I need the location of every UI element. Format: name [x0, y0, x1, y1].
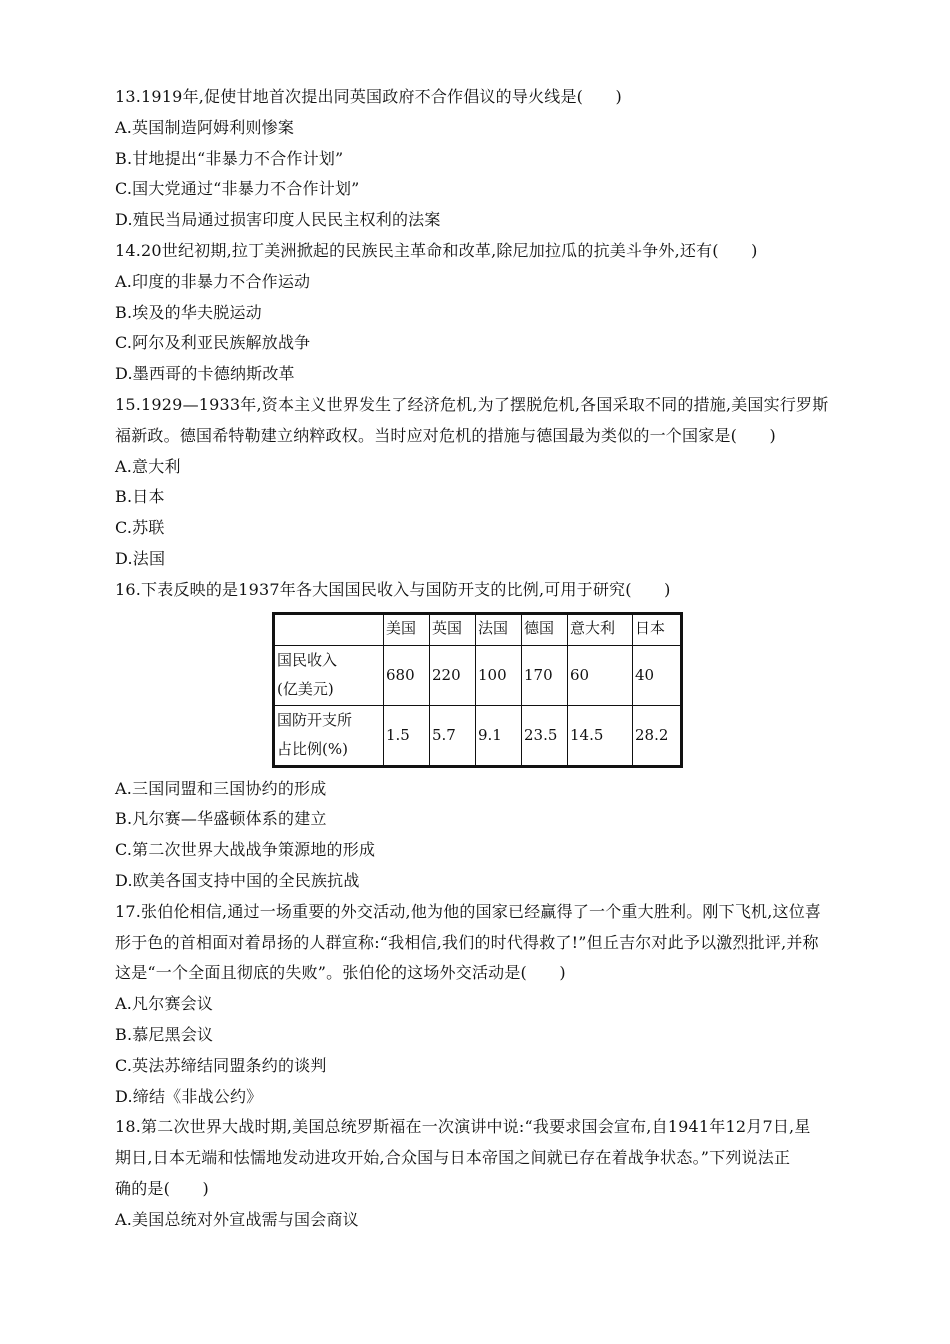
row-label-line: 国民收入	[277, 651, 338, 670]
question-stem: 13.1919年,促使甘地首次提出同英国政府不合作倡议的导火线是( )	[115, 87, 622, 106]
option-b: B.埃及的华夫脱运动	[115, 302, 262, 322]
table-header-cell: 英国	[430, 613, 476, 645]
table-cell: 40	[633, 645, 682, 705]
question-stem-line-2: 福新政。德国希特勒建立纳粹政权。当时应对危机的措施与德国最为类似的一个国家是( )	[115, 425, 776, 445]
option-b: B.凡尔赛—华盛顿体系的建立	[115, 809, 327, 829]
option-c: C.英法苏缔结同盟条约的谈判	[115, 1055, 327, 1075]
question-16	[115, 575, 837, 897]
option-d: D.殖民当局通过损害印度人民民主权利的法案	[115, 210, 441, 230]
question-stem: 16.下表反映的是1937年各大国国民收入与国防开支的比例,可用于研究( )	[115, 579, 671, 599]
question-15	[115, 390, 837, 575]
question-stem-line-1: 18.第二次世界大战时期,美国总统罗斯福在一次演讲中说:“我要求国会宣布,自1941年12月7日,星	[115, 1117, 811, 1137]
table-cell: 680	[384, 645, 430, 705]
question-stem: 14.20世纪初期,拉丁美洲掀起的民族民主革命和改革,除尼加拉瓜的抗美斗争外,还有( )	[115, 240, 758, 260]
option-a: A.英国制造阿姆利则惨案	[115, 117, 295, 137]
option-d: D.法国	[115, 548, 166, 568]
table-row	[274, 705, 682, 766]
option-a: A.意大利	[115, 456, 181, 476]
option-a: A.三国同盟和三国协约的形成	[115, 778, 327, 798]
table-cell: 100	[476, 645, 522, 705]
table-header-row	[274, 613, 682, 645]
table-row	[274, 645, 682, 705]
data-table-wrapper	[272, 612, 837, 768]
table-cell: 14.5	[568, 705, 633, 766]
row-label-line: 占比例(%)	[277, 740, 348, 759]
question-stem-line-2: 形于色的首相面对着昂扬的人群宣称:“我相信,我们的时代得救了!”但丘吉尔对此予以激烈批评,并称	[115, 932, 819, 952]
question-14	[115, 236, 837, 390]
question-stem-line-1: 17.张伯伦相信,通过一场重要的外交活动,他为他的国家已经赢得了一个重大胜利。刚下飞机,这位喜	[115, 901, 822, 921]
table-cell: 23.5	[522, 705, 568, 766]
question-stem-line-3: 确的是( )	[115, 1178, 209, 1198]
table-header-cell: 法国	[476, 613, 522, 645]
table-header-cell: 日本	[633, 613, 682, 645]
table-cell: 1.5	[384, 705, 430, 766]
row-label-line: 国防开支所	[277, 711, 353, 730]
option-c: C.苏联	[115, 518, 165, 538]
option-b: B.慕尼黑会议	[115, 1024, 214, 1044]
option-a: A.凡尔赛会议	[115, 994, 214, 1014]
exam-page	[115, 82, 837, 1236]
table-header-cell	[274, 613, 384, 645]
option-b: B.甘地提出“非暴力不合作计划”	[115, 148, 344, 168]
table-cell: 28.2	[633, 705, 682, 766]
row-label-line: (亿美元)	[277, 680, 334, 699]
row-label	[274, 645, 384, 705]
option-c: C.第二次世界大战战争策源地的形成	[115, 840, 376, 860]
question-13	[115, 82, 837, 236]
option-d: D.缔结《非战公约》	[115, 1086, 263, 1106]
question-stem-line-2: 期日,日本无端和怯懦地发动进攻开始,合众国与日本帝国之间就已存在着战争状态。”下列说法正	[115, 1148, 791, 1168]
national-income-defense-table	[272, 612, 683, 768]
option-c: C.国大党通过“非暴力不合作计划”	[115, 179, 360, 199]
row-label	[274, 705, 384, 766]
question-stem-line-1: 15.1929—1933年,资本主义世界发生了经济危机,为了摆脱危机,各国采取不同的措施,美国实行罗斯	[115, 394, 829, 414]
option-a: A.美国总统对外宣战需与国会商议	[115, 1209, 359, 1229]
table-header-cell: 美国	[384, 613, 430, 645]
option-d: D.墨西哥的卡德纳斯改革	[115, 364, 295, 384]
table-header-cell: 德国	[522, 613, 568, 645]
option-d: D.欧美各国支持中国的全民族抗战	[115, 870, 360, 890]
question-stem-line-3: 这是“一个全面且彻底的失败”。张伯伦的这场外交活动是( )	[115, 963, 566, 983]
question-17	[115, 897, 837, 1113]
table-cell: 9.1	[476, 705, 522, 766]
option-c: C.阿尔及利亚民族解放战争	[115, 333, 311, 353]
option-a: A.印度的非暴力不合作运动	[115, 271, 311, 291]
table-header-cell: 意大利	[568, 613, 633, 645]
question-18	[115, 1112, 837, 1235]
table-cell: 60	[568, 645, 633, 705]
option-b: B.日本	[115, 487, 165, 507]
table-cell: 170	[522, 645, 568, 705]
table-cell: 5.7	[430, 705, 476, 766]
table-cell: 220	[430, 645, 476, 705]
